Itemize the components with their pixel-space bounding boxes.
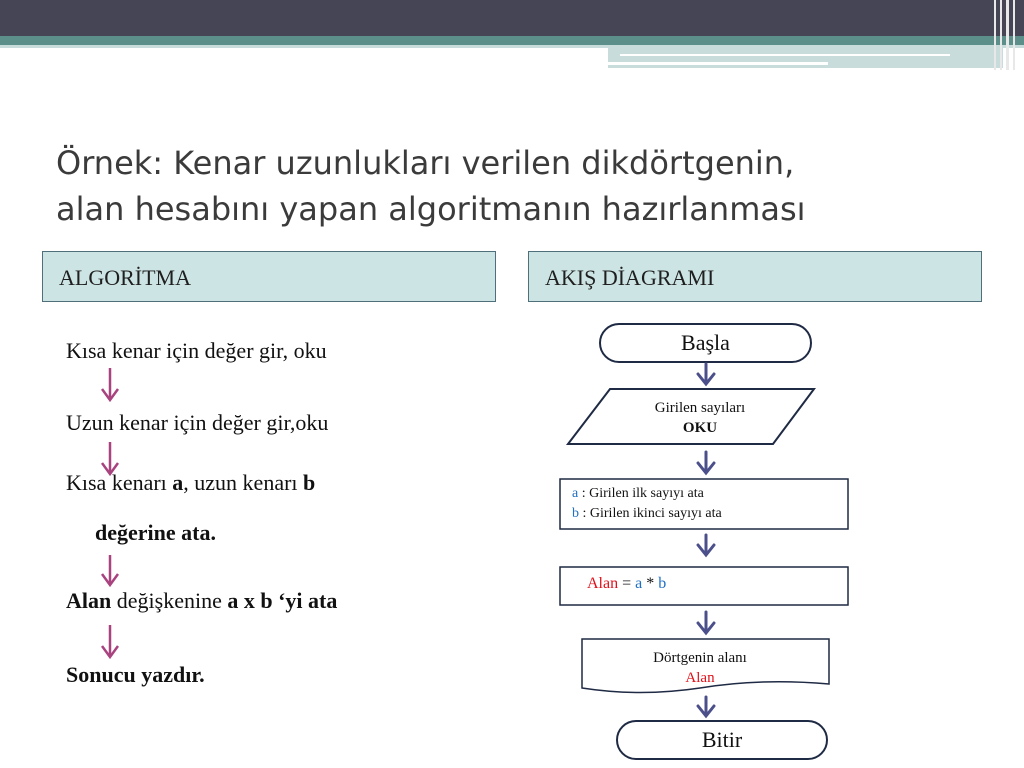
title-line-2: alan hesabını yapan algoritmanın hazırlanması	[56, 190, 806, 228]
header-flowchart: AKIŞ DİAGRAMI	[528, 251, 982, 302]
end-label: Bitir	[701, 727, 743, 752]
assign-label: a : Girilen ilk sayıyı ata b : Girilen ikinci sayıyı ata	[572, 486, 722, 521]
output-label: Dörtgenin alanı Alan	[653, 650, 747, 686]
algorithm-step-3-cont: değerine ata.	[95, 520, 216, 545]
arrow-down-icon	[102, 625, 118, 657]
arrow-down-icon	[102, 555, 118, 585]
algorithm-step-2: Uzun kenar için değer gir,oku	[66, 410, 329, 435]
header-algorithm: ALGORİTMA	[42, 251, 496, 302]
algorithm-arrows	[102, 368, 118, 657]
chevron-down-icon	[698, 364, 714, 384]
algorithm-step-4: Alan değişkenine a x b ‘yi ata	[66, 588, 338, 613]
chevron-down-icon	[698, 612, 714, 633]
title-line-1: Örnek: Kenar uzunlukları verilen dikdörtgenin,	[56, 144, 795, 182]
calc-label: Alan = a * b	[587, 575, 667, 592]
algorithm-step-1: Kısa kenar için değer gir, oku	[66, 338, 327, 363]
algorithm-step-3: Kısa kenarı a, uzun kenarı b	[66, 470, 316, 495]
chevron-down-icon	[698, 697, 714, 716]
arrow-down-icon	[102, 368, 118, 400]
algorithm-step-5: Sonucu yazdır.	[66, 662, 205, 687]
arrow-down-icon	[102, 442, 118, 474]
start-label: Başla	[681, 330, 730, 355]
input-label: Girilen sayıları OKU	[654, 400, 746, 436]
chevron-down-icon	[698, 535, 714, 555]
chevron-down-icon	[698, 452, 714, 473]
